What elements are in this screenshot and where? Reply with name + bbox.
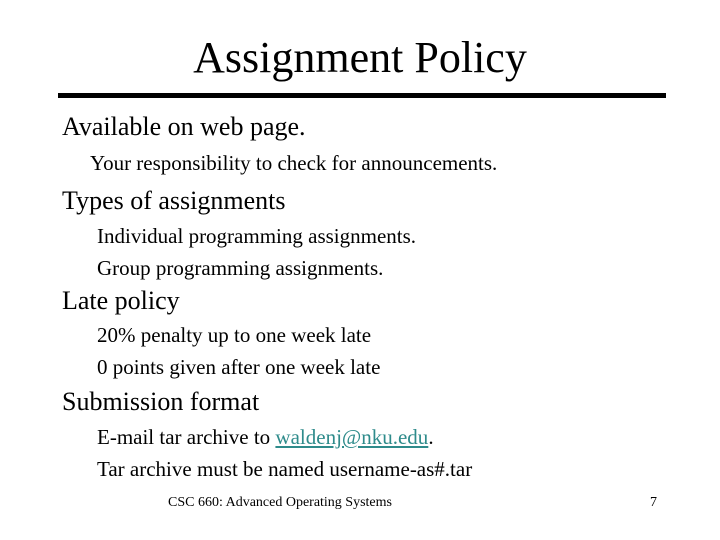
item-tar-naming: Tar archive must be named username-as#.tar [97, 457, 473, 481]
heading-web-page: Available on web page. [62, 112, 306, 141]
title-divider [58, 93, 666, 98]
footer-course-title: CSC 660: Advanced Operating Systems [168, 495, 392, 510]
slide-title: Assignment Policy [193, 33, 527, 82]
item-group-assignments: Group programming assignments. [97, 256, 384, 280]
item-late-zero: 0 points given after one week late [97, 355, 381, 379]
item-late-penalty: 20% penalty up to one week late [97, 323, 372, 347]
heading-assignment-types: Types of assignments [62, 186, 286, 215]
email-suffix: . [428, 425, 434, 449]
item-email-submission [97, 424, 434, 450]
item-announcements: Your responsibility to check for announcements. [90, 151, 498, 175]
email-prefix: E-mail tar archive to [97, 425, 276, 449]
heading-late-policy: Late policy [62, 286, 180, 315]
page-number: 7 [650, 495, 657, 510]
heading-submission-format: Submission format [62, 387, 260, 416]
item-individual-assignments: Individual programming assignments. [97, 224, 417, 248]
email-link[interactable]: waldenj@nku.edu [275, 425, 429, 449]
